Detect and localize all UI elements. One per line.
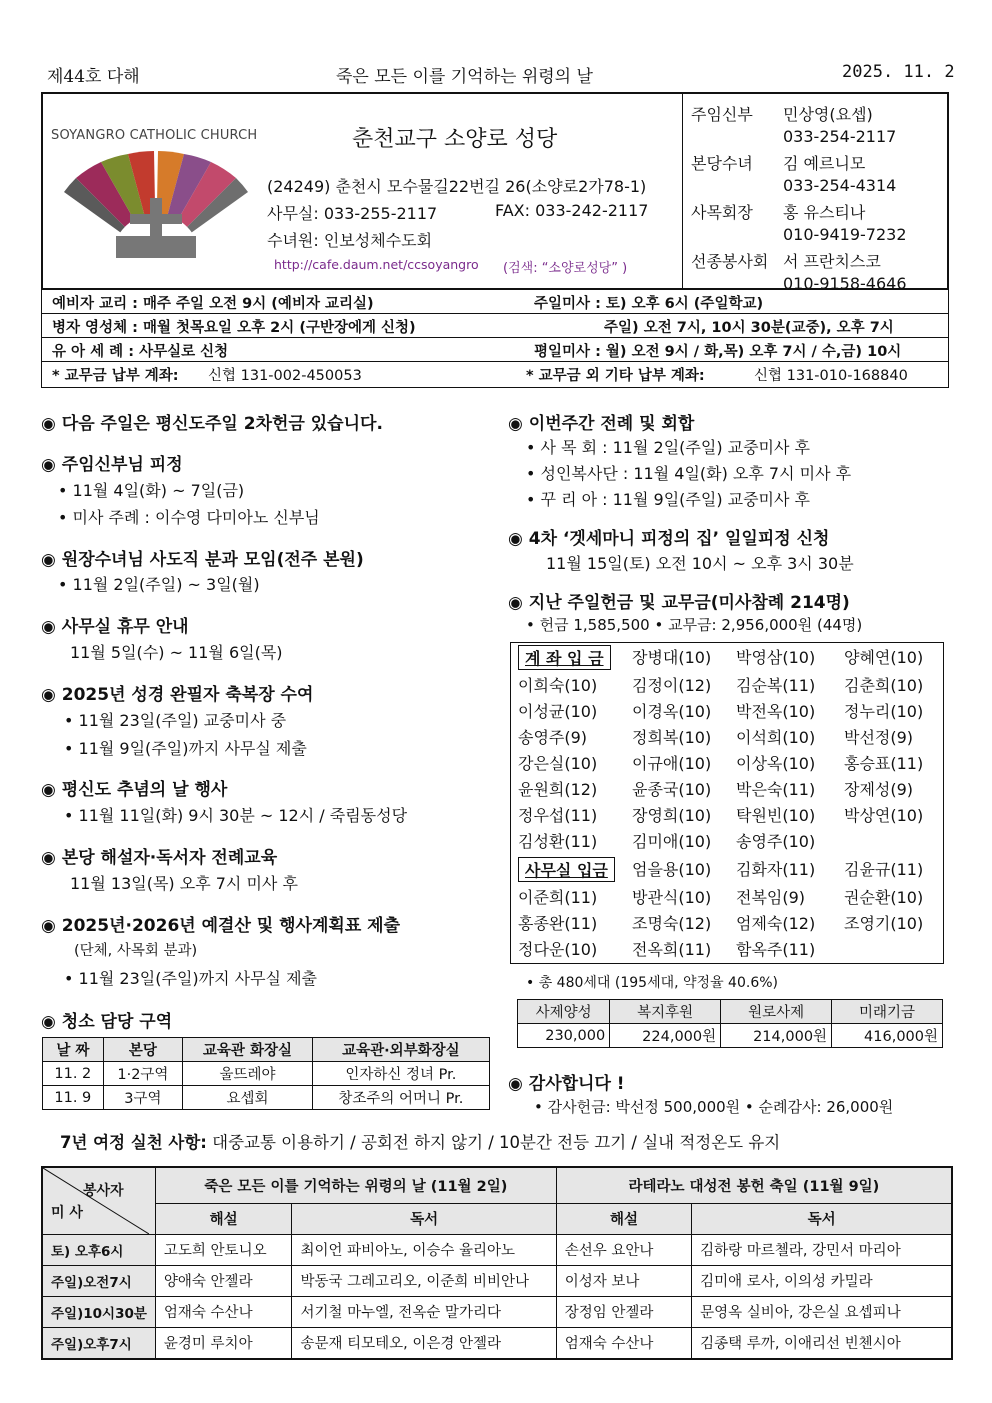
dues-account-value: 신협 131-002-450053 — [208, 368, 362, 384]
table-header: 미래기금 — [832, 1000, 943, 1024]
donor-group-header: 계 좌 입 금 — [518, 645, 611, 670]
donor-name: 정희복(10) — [632, 728, 712, 747]
section-title: ◉ 주임신부님 피정 — [41, 455, 183, 475]
section-title: ◉ 감사합니다 ! — [508, 1074, 625, 1094]
table-row: 주일)오전7시 양애숙 안젤라 박동국 그레고리오, 이준희 비비안나 이성자 보나 김미애 로사, 이의성 카밀라 — [42, 1265, 952, 1296]
table-header: 본당 — [103, 1038, 182, 1062]
donor-name: 김윤규(11) — [844, 860, 924, 879]
donor-name: 엄을용(10) — [632, 860, 712, 879]
donor-name: 이준희(11) — [518, 888, 598, 907]
journey-text: 대중교통 이용하기 / 공회전 하지 않기 / 10분간 전등 끄기 / 실내 적정온도 유지 — [212, 1133, 781, 1152]
section-title: ◉ 청소 담당 구역 — [41, 1012, 173, 1032]
bullet-item: • 11월 11일(화) 9시 30분 ~ 12시 / 죽림동성당 — [64, 806, 408, 825]
donor-name: 이상옥(10) — [736, 754, 816, 773]
commentator-header: 해설 — [155, 1203, 292, 1234]
section-title: ◉ 4차 ‘겟세마니 피정의 집’ 일일피정 신청 — [508, 529, 830, 549]
donor-name: 윤종국(10) — [632, 780, 712, 799]
office-phone: 사무실: 033-255-2117 — [267, 204, 438, 223]
table-row: 11. 2 1·2구역 울뜨레야 인자하신 정녀 Pr. — [43, 1062, 490, 1086]
other-account-value: 신협 131-010-168840 — [754, 368, 908, 384]
bullet-item: • 11월 9일(주일)까지 사무실 제출 — [64, 739, 307, 758]
fund-table — [517, 999, 943, 1048]
staff-name: 홍 유스티나 — [783, 203, 866, 222]
donor-name: 방관식(10) — [632, 888, 712, 907]
day1-header: 죽은 모든 이를 기억하는 위령의 날 (11월 2일) — [155, 1167, 556, 1203]
bullet-icon: ◉ — [41, 550, 56, 570]
bulletin-title: 죽은 모든 이를 기억하는 위령의 날 — [336, 67, 593, 87]
bullet-icon: ◉ — [508, 593, 523, 613]
donor-name: 김미애(10) — [632, 832, 712, 851]
donor-name: 양혜연(10) — [844, 648, 924, 667]
staff-phone: 033-254-4314 — [783, 176, 897, 195]
donor-name: 이성균(10) — [518, 702, 598, 721]
bullet-icon: ◉ — [41, 455, 56, 475]
liturgy-schedule-table — [41, 1166, 953, 1360]
staff-phone: 033-254-2117 — [783, 127, 897, 146]
bullet-item: • 미사 주례 : 이수영 다미아노 신부님 — [58, 508, 320, 527]
convent: 수녀원: 인보성체수도회 — [267, 231, 433, 250]
donor-name: 정다운(10) — [518, 940, 598, 959]
church-name: 춘천교구 소양로 성당 — [352, 127, 558, 152]
bullet-icon: ◉ — [508, 1074, 523, 1094]
sick-communion-info: 병자 영성체 : 매월 첫목요일 오후 2시 (구반장에게 신청) — [52, 320, 416, 336]
cleaning-table — [42, 1037, 490, 1110]
bullet-item: 11월 5일(수) ~ 11월 6일(목) — [70, 643, 283, 662]
day2-header: 라테라노 대성전 봉헌 축일 (11월 9일) — [556, 1167, 952, 1203]
table-row: 주일)오후7시 윤경미 루치아 송문재 티모테오, 이은경 안젤라 엄재숙 수산나 김종택 루까, 이애리선 빈첸시아 — [42, 1327, 952, 1359]
bulletin-date: 2025. 11. 2 — [842, 62, 955, 82]
donor-name: 정누리(10) — [844, 702, 924, 721]
journey-line — [60, 1129, 780, 1153]
donor-name: 홍승표(11) — [844, 754, 924, 773]
donor-name: 전복임(9) — [736, 888, 806, 907]
staff-name: 김 예르니모 — [783, 154, 866, 173]
donor-name: 박상연(10) — [844, 806, 924, 825]
donor-name: 윤원희(12) — [518, 780, 598, 799]
donor-name: 이경옥(10) — [632, 702, 712, 721]
sunday-mass-sat: 주일미사 : 토) 오후 6시 (주일학교) — [534, 296, 764, 312]
donor-name: 정우섭(11) — [518, 806, 598, 825]
bullet-icon: ◉ — [41, 1012, 56, 1032]
table-row: 230,000 224,000원 214,000원 416,000원 — [518, 1024, 943, 1048]
bullet-icon: ◉ — [508, 414, 523, 434]
table-header: 원로사제 — [721, 1000, 832, 1024]
info-row — [41, 338, 949, 362]
bullet-item: 11월 15일(토) 오전 10시 ~ 오후 3시 30분 — [546, 554, 854, 573]
donor-name: 장영희(10) — [632, 806, 712, 825]
diagonal-divider — [43, 1168, 149, 1234]
donor-name: 김춘희(10) — [844, 676, 924, 695]
reader-header: 독서 — [292, 1203, 556, 1234]
bullet-item: 11월 13일(목) 오후 7시 미사 후 — [70, 874, 298, 893]
journey-label: 7년 여정 실천 사항: — [60, 1133, 207, 1152]
donor-name: 김정이(12) — [632, 676, 712, 695]
sunday-mass-times: 주일) 오전 7시, 10시 30분(교중), 오후 7시 — [604, 320, 894, 336]
donor-name: 이희숙(10) — [518, 676, 598, 695]
search-hint: (검색: “소양로성당” ) — [503, 261, 628, 276]
baptism-info: 유 아 세 례 : 사무실로 신청 — [52, 344, 229, 360]
info-row — [41, 290, 949, 314]
schedule-corner: 봉사자 미 사 — [42, 1167, 155, 1234]
table-row: 토) 오후6시 고도희 안토니오 최이언 파비아노, 이승수 율리아노 손선우 요안나 김하랑 마르첼라, 강민서 마리아 — [42, 1234, 952, 1265]
staff-role: 선종봉사회 — [691, 252, 769, 271]
bullet-icon: ◉ — [41, 617, 56, 637]
table-header: 사제양성 — [518, 1000, 610, 1024]
bullet-icon: ◉ — [41, 414, 56, 434]
donor-name: 엄제숙(12) — [736, 914, 816, 933]
section-title: ◉ 사무실 휴무 안내 — [41, 617, 189, 637]
weekday-mass-times: 평일미사 : 월) 오전 9시 / 화,목) 오후 7시 / 수,금) 10시 — [534, 344, 902, 360]
donor-name: 전옥희(11) — [632, 940, 712, 959]
total-households: • 총 480세대 (195세대, 약정율 40.6%) — [526, 975, 778, 991]
table-row: 11. 9 3구역 요셉회 창조주의 어머니 Pr. — [43, 1086, 490, 1110]
staff-role: 사목회장 — [691, 203, 753, 222]
staff-name: 민상영(요셉) — [783, 105, 873, 124]
section-title: ◉ 원장수녀님 사도직 분과 모임(전주 본원) — [41, 550, 364, 570]
issue-number: 제44호 다해 — [47, 67, 140, 87]
cafe-link[interactable]: http://cafe.daum.net/ccsoyangro — [274, 257, 479, 272]
table-header: 교육관·외부화장실 — [312, 1038, 489, 1062]
staff-role: 주임신부 — [691, 105, 753, 124]
donor-group-header: 사무실 입금 — [518, 857, 615, 882]
donor-name: 김성환(11) — [518, 832, 598, 851]
section-title: ◉ 본당 해설자·독서자 전례교육 — [41, 848, 278, 868]
section-title: ◉ 2025년 성경 완필자 축복장 수여 — [41, 685, 314, 705]
bullet-item: (단체, 사목회 분과) — [74, 943, 198, 959]
bullet-icon: ◉ — [41, 685, 56, 705]
donor-name: 박영삼(10) — [736, 648, 816, 667]
info-row — [41, 362, 949, 388]
bullet-item: • 성인복사단 : 11월 4일(화) 오후 7시 미사 후 — [526, 464, 852, 483]
header-left — [43, 94, 683, 290]
donor-name: 장제성(9) — [844, 780, 914, 799]
section-title: ◉ 지난 주일헌금 및 교무금(미사참례 214명) — [508, 593, 850, 613]
donor-name: 김순복(11) — [736, 676, 816, 695]
donor-name: 조영기(10) — [844, 914, 924, 933]
logo-text: SOYANGRO CATHOLIC CHURCH — [51, 128, 258, 143]
bullet-item: • 꾸 리 아 : 11월 9일(주일) 교중미사 후 — [526, 490, 811, 509]
donor-name: 박전옥(10) — [736, 702, 816, 721]
dues-account-label: * 교무금 납부 계좌: — [52, 368, 179, 384]
donor-name: 강은실(10) — [518, 754, 598, 773]
header-box — [41, 92, 949, 293]
church-address: (24249) 춘천시 모수물길22번길 26(소양로2가78-1) — [267, 177, 647, 196]
table-header: 교육관 화장실 — [183, 1038, 313, 1062]
table-header: 날 짜 — [43, 1038, 104, 1062]
office-fax: FAX: 033-242-2117 — [495, 201, 649, 220]
donor-name: 박은숙(11) — [736, 780, 816, 799]
other-account-label: * 교무금 외 기타 납부 계좌: — [526, 368, 705, 384]
donor-name: 송영주(10) — [736, 832, 816, 851]
commentator-header: 해설 — [556, 1203, 691, 1234]
catechumen-info: 예비자 교리 : 매주 주일 오전 9시 (예비자 교리실) — [52, 296, 374, 312]
donor-name: 권순환(10) — [844, 888, 924, 907]
donor-name: 조명숙(12) — [632, 914, 712, 933]
reader-header: 독서 — [692, 1203, 952, 1234]
donor-name: 장병대(10) — [632, 648, 712, 667]
bullet-item: • 감사헌금: 박선정 500,000원 • 순례감사: 26,000원 — [534, 1098, 894, 1116]
bullet-item: • 11월 23일(주일)까지 사무실 제출 — [64, 969, 318, 988]
donor-name: 홍종완(11) — [518, 914, 598, 933]
donor-name: 이규애(10) — [632, 754, 712, 773]
staff-name: 서 프란치스코 — [783, 252, 881, 271]
bullet-item: • 사 목 회 : 11월 2일(주일) 교중미사 후 — [526, 438, 811, 457]
donor-name: 송영주(9) — [518, 728, 588, 747]
bullet-item: • 11월 4일(화) ~ 7일(금) — [58, 481, 245, 500]
bullet-item: • 11월 2일(주일) ~ 3일(월) — [58, 575, 260, 594]
bullet-icon: ◉ — [41, 848, 56, 868]
staff-phone: 010-9158-4646 — [783, 274, 907, 293]
donor-name: 탁원빈(10) — [736, 806, 816, 825]
section-title: ◉ 다음 주일은 평신도주일 2차헌금 있습니다. — [41, 414, 383, 434]
bullet-icon: ◉ — [41, 780, 56, 800]
staff-phone: 010-9419-7232 — [783, 225, 907, 244]
church-logo-icon — [61, 148, 251, 260]
donor-name: 박선정(9) — [844, 728, 914, 747]
bullet-item: • 헌금 1,585,500 • 교무금: 2,956,000원 (44명) — [526, 616, 863, 634]
section-title: ◉ 평신도 추념의 날 행사 — [41, 780, 228, 800]
bullet-icon: ◉ — [41, 916, 56, 936]
table-header: 복지후원 — [610, 1000, 721, 1024]
bullet-icon: ◉ — [508, 529, 523, 549]
section-title: ◉ 2025년·2026년 예결산 및 행사계획표 제출 — [41, 916, 401, 936]
staff-role: 본당수녀 — [691, 154, 753, 173]
info-row — [41, 314, 949, 338]
table-row: 주일)10시30분 엄재숙 수산나 서기철 마누엘, 전옥순 말가리다 장정임 안젤라 문영옥 실비아, 강은실 요셉피나 — [42, 1296, 952, 1327]
bullet-item: • 11월 23일(주일) 교중미사 중 — [64, 711, 287, 730]
donor-name: 이석희(10) — [736, 728, 816, 747]
donor-name: 함옥주(11) — [736, 940, 816, 959]
section-title: ◉ 이번주간 전례 및 회합 — [508, 414, 695, 434]
donor-name: 김화자(11) — [736, 860, 816, 879]
